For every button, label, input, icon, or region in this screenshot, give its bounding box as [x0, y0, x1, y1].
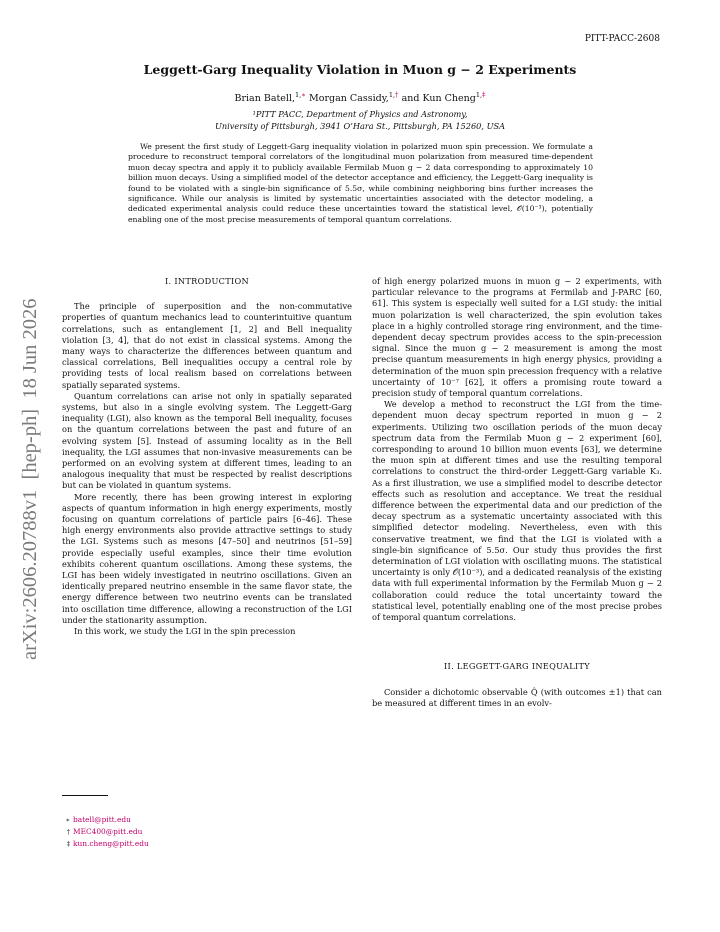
footnote-2-symbol: †: [66, 828, 70, 836]
report-number: PITT-PACC-2608: [584, 34, 660, 44]
author-3-affiliation: 1,: [475, 91, 483, 99]
affiliation-line-2: University of Pittsburgh, 3941 O’Hara St., Pittsburgh, PA 15260, USA: [214, 121, 505, 131]
author-list: [0, 91, 720, 104]
section-heading-leggett-garg: II. LEGGETT-GARG INEQUALITY: [444, 661, 590, 672]
footnote-1: [62, 814, 149, 826]
footnote-2-email-link[interactable]: MEC400@pitt.edu: [73, 827, 143, 836]
affiliation: [0, 108, 720, 132]
author-2-footnote-mark[interactable]: †: [395, 91, 399, 99]
paper-title: Leggett-Garg Inequality Violation in Muon g − 2 Experiments: [143, 62, 577, 77]
intro-paragraph-2: Quantum correlations can arise not only in spatially separated systems, but also in a single evolving system. The Leggett-Garg inequality (LGI), also known as the temporal Bell inequality, focuses on the quantum correlations between the past and future of an evolving system [5]. Instead of assuming locality as in the Bell inequality, the LGI assumes that non-invasive measurements can be performed on an evolving system at different times, leading to an analogous inequality that must be respected by realist descriptions but can be violated in quantum systems.: [62, 390, 352, 491]
affiliation-line-1: ¹PITT PACC, Department of Physics and Astronomy,: [252, 109, 468, 119]
author-1-name: Brian Batell,: [234, 93, 296, 105]
abstract: We present the first study of Leggett-Garg inequality violation in polarized muon spin precession. We formulate a procedure to reconstruct temporal correlators of the longitudinal muon polarization from measured time-dependent muon decay spectra and apply it to publicly available Fermilab Muon g − 2 data corresponding to approximately 10 billion muon decays. Using a simplified model of the detector acceptance and efficiency, the Leggett-Garg inequality is found to be violated with a single-bin significance of 5.5σ, while combining neighboring bins further increases the significance. While our analysis is limited by systematic uncertainties associated with the detector modeling, a dedicated experimental analysis could reduce these uncertainties toward the statistical level, 𝒪(10⁻³), potentially enabling one of the most precise measurements of temporal quantum correlations.: [128, 142, 593, 224]
section2-paragraph-1: Consider a dichotomic observable Q̂ (with outcomes ±1) that can be measured at different times in an evolv-: [372, 686, 662, 708]
section-heading-introduction: I. INTRODUCTION: [165, 276, 249, 286]
intro-paragraph-4: In this work, we study the LGI in the spin precession: [74, 626, 296, 637]
intro-paragraph-6: We develop a method to reconstruct the LGI from the time-dependent muon decay spectrum reported in muon g − 2 experiments. Utilizing two oscillation periods of the muon decay spectrum data from the Fermilab Muon g − 2 experiment [60], corresponding to around 10 billion muon events [63], we determine the muon spin at different times and use the resulting temporal correlations to construct the third-order Leggett-Garg variable K₃. As a first illustration, we use a simplified model to describe detector effects such as resolution and acceptance. We treat the residual difference between the experimental data and our prediction of the decay spectrum as a systematic uncertainty associated with this simplified detector modeling. Nevertheless, even with this conservative treatment, we find that the LGI is violated with a single-bin significance of 5.5σ. Our study thus provides the first determination of LGI violation with oscillating muons. The statistical uncertainty is only 𝒪(10⁻³), and a dedicated reanalysis of the existing data with full experimental information by the Fermilab Muon g − 2 collaboration could reduce the total uncertainty toward the statistical level, potentially enabling one of the most precise probes of temporal quantum correlations.: [372, 399, 662, 623]
author-3-name: Kun Cheng: [422, 93, 476, 105]
intro-paragraph-3: More recently, there has been growing interest in exploring aspects of quantum information in high energy experiments, mostly focusing on quantum correlations of particle pairs [6–46]. These high energy environments also provide attractive settings to study the LGI. Systems such as mesons [47–50] and neutrinos [51–59] provide especially useful examples, since their time evolution exhibits coherent quantum oscillations. Among these systems, the LGI has been widely investigated in neutrino oscillations. Given an identically prepared neutrino ensemble in the same flavor state, the energy difference between two neutrino events can be translated into oscillation time difference, allowing a reconstruction of the LGI under the stationarity assumption.: [62, 491, 352, 625]
footnotes: [62, 814, 149, 850]
footnote-1-email-link[interactable]: batell@pitt.edu: [73, 815, 131, 824]
author-1-footnote-mark[interactable]: ∗: [301, 91, 306, 99]
footnote-2: [62, 826, 149, 838]
footnote-3: [62, 838, 149, 850]
arxiv-stamp-text: arXiv:2606.20788v1 [hep-ph] 18 Jun 2026: [19, 298, 41, 660]
intro-paragraph-5: of high energy polarized muons in muon g − 2 experiments, with particular relevance to the programs at Fermilab and J-PARC [60, 61]. This system is especially well suited for a LGI study: the initial muon polarization is well characterized, the spin evolution takes place in a highly controlled storage ring environment, and the time-dependent decay spectrum provides access to the spin-precession signal. Since the muon g − 2 measurement is among the most precise quantum measurements in high energy physics, providing a determination of the muon spin precession frequency with a relative uncertainty of 10⁻⁷ [62], it offers a promising route toward a precision study of temporal quantum correlations.: [372, 276, 662, 399]
left-column: [62, 276, 352, 637]
footnote-1-symbol: ∗: [65, 816, 70, 824]
footnote-3-email-link[interactable]: kun.cheng@pitt.edu: [73, 839, 149, 848]
author-3-footnote-mark[interactable]: ‡: [482, 91, 486, 99]
authors-and: and: [401, 93, 420, 105]
intro-paragraph-1: The principle of superposition and the non-commutative properties of quantum mechanics lead to counterintuitive quantum correlations, such as entanglement [1, 2] and Bell inequality violation [3, 4], that do not exist in classical systems. Among the many ways to characterize the differences between quantum and classical correlations, Bell inequalities occupy a central role by providing tests of local realism based on correlations between spatially separated systems.: [62, 301, 352, 390]
author-2-affiliation: 1,: [388, 91, 396, 99]
footnote-3-symbol: ‡: [66, 840, 70, 848]
footnote-rule: [62, 795, 108, 796]
arxiv-stamp: [6, 260, 50, 660]
author-2-name: Morgan Cassidy,: [309, 93, 389, 105]
right-column: [372, 276, 662, 709]
author-1-affiliation: 1,: [295, 91, 302, 99]
